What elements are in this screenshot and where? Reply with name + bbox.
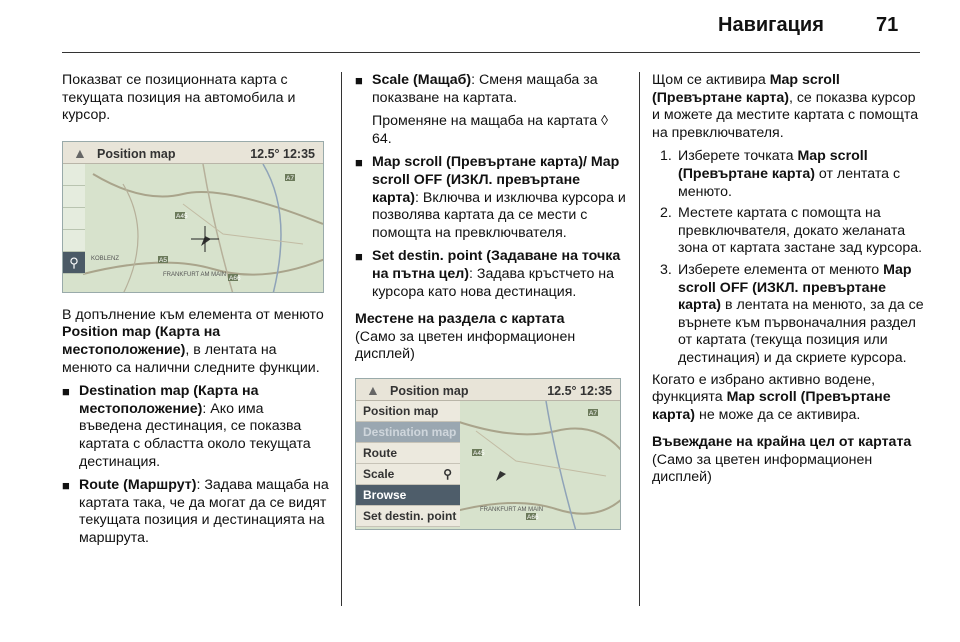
cursor-icon [496,471,506,481]
menu-item-route[interactable]: Route [356,443,460,464]
page-number: 71 [876,14,899,36]
zoom-icon: ⚲ [63,252,85,274]
svg-text:KOBLENZ: KOBLENZ [91,255,120,262]
svg-text:A66: A66 [527,513,539,521]
section-heading: Въвеждане на крайна цел от картата [652,434,912,451]
position-map-screenshot [62,141,324,293]
header-rule [62,52,920,53]
step-item: 1. Изберете точката Map scroll (Превъртане карта) от лентата с менюто. [660,148,901,200]
menu-item-browse[interactable]: Browse [356,485,460,506]
screen-title-bar [63,142,323,164]
features-paragraph: В допълнение към елемента от менюто Position map (Карта на местоположение), в лентата на менюто са налични следните функции. [62,306,324,376]
map-scroll-paragraph: Щом се активира Map scroll (Превъртане карта), се показва курсор и можете да местите картата с помощта на превключвателя. [652,72,919,141]
column-3 [652,72,924,493]
map-drawing [63,164,324,293]
menu-item-position-map[interactable]: Position map [356,401,460,422]
svg-text:A45: A45 [473,449,485,457]
svg-text:A5: A5 [159,256,167,264]
screen-title: Position map [97,146,176,161]
intro-paragraph: Показват се позиционната карта с текущата позиция на автомобила и курсор. [62,72,296,124]
svg-text:A7: A7 [589,409,597,417]
svg-text:A45: A45 [176,212,188,220]
list-item: ■ Scale (Мащаб): Сменя мащаба за показване на картата. [355,72,627,107]
page-title: Навигация [718,14,824,36]
screen-readout: 12.5° 12:35 [547,383,612,398]
screen-title: Position map [390,383,469,398]
list-item: ■ Route (Маршрут): Задава мащаба на картата така, че да могат да се видят текущата позиция и дестинацията на маршрута. [62,477,330,547]
zoom-icon: ⚲ [443,466,452,481]
navigation-arrow-icon: ▲ [73,144,87,161]
list-item: ■ Destination map (Карта на местоположение): Ако има въведена дестинация, се показва картата с областта около текущата дестинация. [62,383,330,471]
list-item-note: Променяне на мащаба на картата ◊ 64. [372,113,609,147]
column-divider [639,72,640,606]
step-item: 3. Изберете елемента от менюто Map scroll OFF (ИЗКЛ. превъртане карта) в лентата на менюто, за да се върнете към първоначалния раздел от картата (текуща позиция или дестинация) и да скриете курсора. [660,261,924,366]
screen-readout: 12.5° 12:35 [250,146,315,161]
svg-text:FRANKFURT AM MAIN: FRANKFURT AM MAIN [480,506,544,513]
list-item: ■ Map scroll (Превъртане карта)/ Map scroll OFF (ИЗКЛ. превъртане карта): Включва и изключва курсора и позволява картата да се мести с помощта на превключвателя. [355,154,627,242]
section-note: (Само за цветен информационен дисплей) [652,451,873,486]
column-divider [341,72,342,606]
list-item: ■ Set destin. point (Задаване на точка на пътна цел): Задава кръстчето на курсора като нова дестинация. [355,248,627,301]
section-heading: Местене на раздела с картата [355,311,565,328]
active-guidance-note: Когато е избрано активно водене, функцията Map scroll (Превъртане карта) не може да се активира. [652,371,891,423]
navigation-arrow-icon: ▲ [366,381,380,398]
page-header [0,0,960,50]
step-item: 2. Местете картата с помощта на превключвателя, докато желаната зона от картата застане зад курсора. [660,205,923,257]
menu-map-screenshot [355,378,621,530]
screen-title-bar [356,379,620,401]
svg-text:A66: A66 [229,274,241,282]
menu-item-set-destination[interactable]: Set destin. point [356,506,460,527]
map-side-menu [63,164,85,292]
menu-item-destination-map[interactable]: Destination map [356,422,460,443]
svg-text:FRANKFURT AM MAIN: FRANKFURT AM MAIN [163,271,227,278]
column-1 [62,72,330,554]
screen-menu [356,401,460,529]
cursor-icon [201,236,211,246]
menu-item-scale[interactable]: Scale ⚲ [356,464,460,485]
section-note: (Само за цветен информационен дисплей) [355,328,576,363]
svg-text:A7: A7 [286,174,294,182]
column-2 [355,72,627,530]
